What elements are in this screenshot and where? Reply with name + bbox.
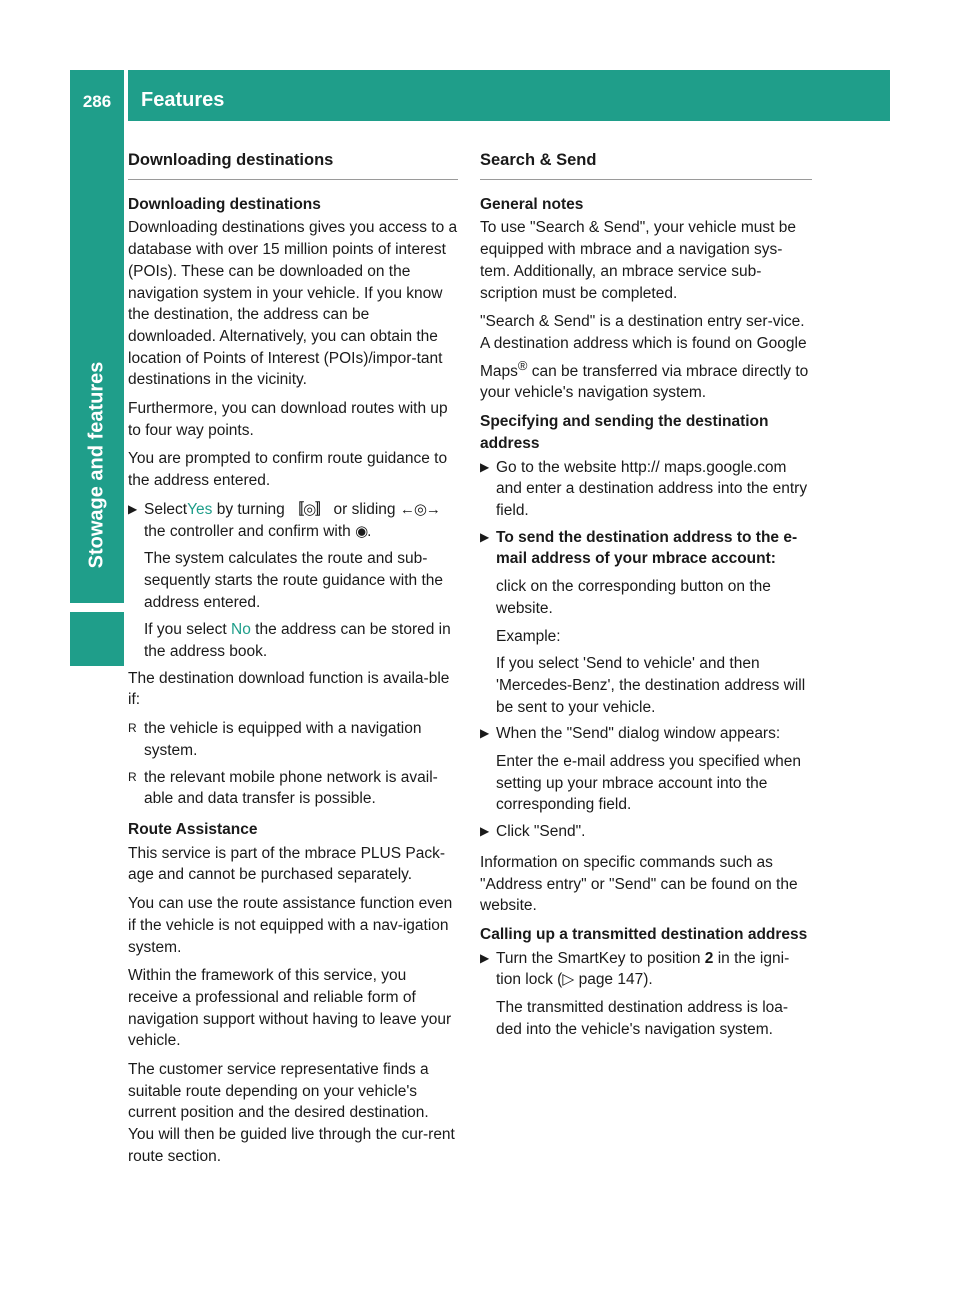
step-arrow-icon: ▶	[480, 529, 490, 544]
display-option-no: No	[231, 621, 251, 639]
paragraph: Furthermore, you can download routes with up to four way points.	[128, 400, 448, 439]
step-text: Select	[144, 500, 188, 518]
step-text: or sliding	[329, 500, 400, 518]
step-arrow-icon: ▶	[128, 501, 138, 516]
page-reference-link[interactable]: page 147).	[574, 971, 653, 989]
subheading-general-notes: General notes	[480, 195, 584, 213]
paragraph: To use "Search & Send", your vehicle must be equipped with mbrace and a navigation sys-tem. Additionally, an mbrace service sub-scription must be completed.	[480, 219, 797, 302]
side-tab-square	[70, 612, 124, 666]
display-option-yes: Yes	[187, 500, 213, 518]
step-continuation: If you select No the address can be stored in the address book.	[144, 621, 451, 661]
key-position: 2	[704, 949, 714, 967]
left-column	[128, 150, 458, 1175]
instruction-step: ▶ Turn the SmartKey to position 2 in the igni-tion lock (▷ page 147). The transmitted destination address is loa-ded into the vehicle's navigation system.	[480, 949, 790, 1038]
paragraph: Within the framework of this service, you receive a professional and reliable form of navigation support without having to leave your vehicle.	[128, 967, 452, 1050]
subheading-calling-up: Calling up a transmitted destination address	[480, 925, 808, 943]
step-arrow-icon: ▶	[480, 824, 490, 839]
paragraph: Information on specific commands such as "Address entry" or "Send" can be found on the website.	[480, 853, 798, 915]
paragraph: Downloading destinations gives you access to a database with over 15 million points of interest (POIs). These can be downloaded on the navigation system in your vehicle. If you know the destination, the address can be downloaded. Alternatively, you can obtain the location of Points of Interest (POIs)/impor-tant destinations in the vicinity.	[128, 219, 458, 389]
section-title-downloading: Downloading destinations	[128, 150, 458, 180]
subheading-downloading: Downloading destinations	[128, 195, 321, 213]
subheading-route-assistance: Route Assistance	[128, 820, 258, 838]
step-text: the controller and confirm with	[144, 522, 356, 540]
instruction-step	[128, 499, 458, 663]
bullet-item: R the relevant mobile phone network is avail-able and data transfer is possible.	[128, 768, 438, 808]
subheading-specifying: Specifying and sending the destination address	[480, 413, 769, 452]
paragraph: You are prompted to confirm route guidance to the address entered.	[128, 450, 448, 490]
instruction-step: ▶ Click "Send".	[480, 821, 812, 843]
paragraph: You can use the route assistance function even if the vehicle is not equipped with a nav-igation system.	[128, 895, 453, 956]
paragraph: This service is part of the mbrace PLUS Pack-age and cannot be purchased separately.	[128, 844, 446, 884]
bullet-icon: R	[128, 769, 137, 784]
registered-mark: ®	[517, 357, 528, 373]
chapter-title: Features	[128, 70, 890, 121]
paragraph: "Search & Send" is a destination entry ser-vice. A destination address which is found on Google Maps® can be transferred via mbrace directly to your vehicle's navigation system.	[480, 313, 809, 402]
step-arrow-icon: ▶	[480, 726, 490, 741]
step-arrow-icon: ▶	[480, 459, 490, 474]
instruction-step: ▶ Go to the website http:// maps.google.com and enter a destination address into the entry field.	[480, 458, 808, 519]
step-continuation: The system calculates the route and sub-sequently starts the route guidance with the address entered.	[144, 550, 443, 611]
paragraph: The destination download function is availa-ble if:	[128, 669, 450, 709]
bullet-icon: R	[128, 721, 137, 736]
page-number: 286	[70, 70, 124, 121]
instruction-step: ▶ When the "Send" dialog window appears: Enter the e-mail address you specified when setting up your mbrace account into the corresponding field.	[480, 725, 801, 814]
bullet-item: R the vehicle is equipped with a navigation system.	[128, 720, 422, 759]
controller-slide-icon: ←◎→	[399, 500, 440, 518]
controller-press-icon: ◉	[355, 522, 368, 540]
step-text: by turning	[212, 500, 290, 518]
step-text: .	[367, 522, 372, 540]
controller-turn-icon: 〚◎〛	[289, 500, 330, 518]
side-tab-label: Stowage and features	[85, 361, 108, 569]
section-title-search-send: Search & Send	[480, 150, 812, 180]
step-arrow-icon: ▶	[480, 950, 490, 965]
instruction-step: ▶ To send the destination address to the e-mail address of your mbrace account: click on the corresponding button on the website. Example: If you select 'Send to vehicle' and then 'Mercedes-Benz', the destination address will be sent to your vehicle.	[480, 528, 806, 716]
page-ref-arrow-icon: ▷	[562, 971, 575, 989]
paragraph: The customer service representative finds a suitable route depending on your vehicle's current position and the desired destination. You will then be guided live through the cur-rent route section.	[128, 1061, 455, 1165]
right-column	[480, 150, 812, 1045]
